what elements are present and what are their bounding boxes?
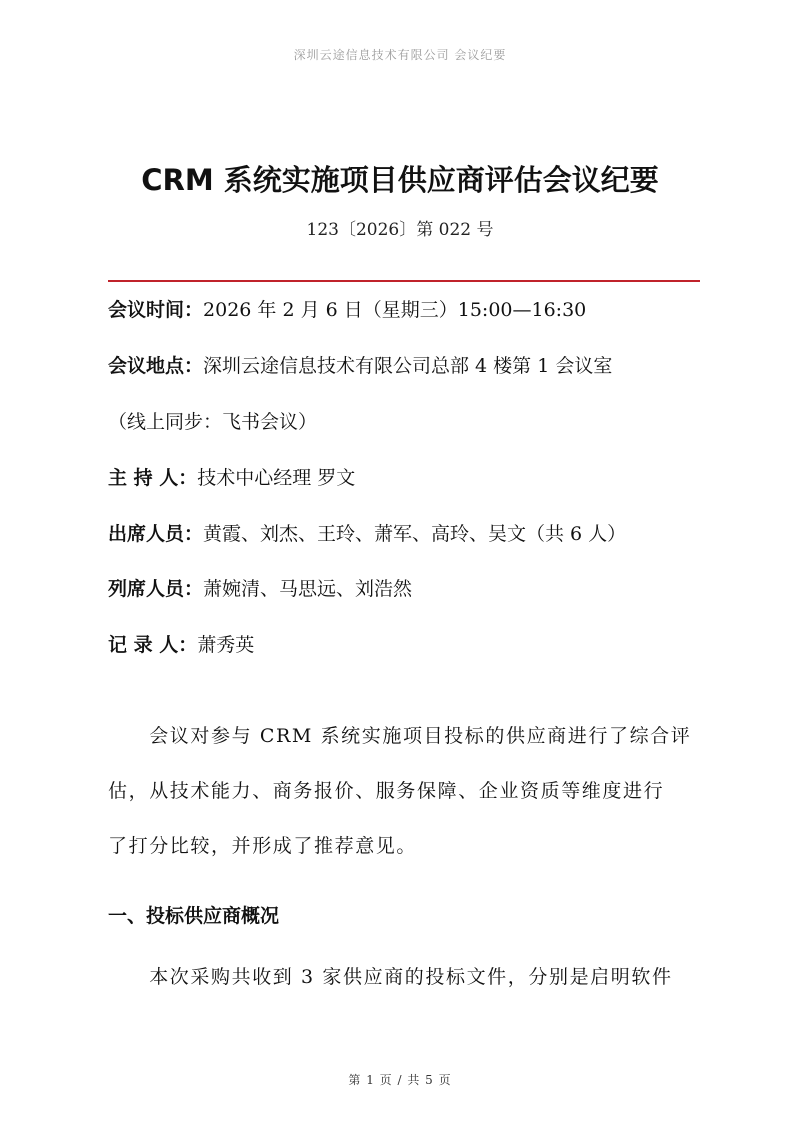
observers-value: 萧婉清、马思远、刘浩然 xyxy=(203,578,413,600)
intro-paragraph-line: 估，从技术能力、商务报价、服务保障、企业资质等维度进行 xyxy=(108,780,665,802)
recorder-value: 萧秀英 xyxy=(197,634,255,656)
attendees-row xyxy=(108,520,708,548)
attendees-value: 黄霞、刘杰、王玲、萧军、高玲、吴文（共 6 人） xyxy=(203,523,627,545)
host-value: 技术中心经理 罗文 xyxy=(197,467,356,489)
red-divider xyxy=(108,280,700,282)
section-heading: 一、投标供应商概况 xyxy=(108,905,280,927)
document-number: 123〔2026〕第 022 号 xyxy=(306,220,494,240)
meeting-time-label: 会议时间： xyxy=(108,299,204,321)
intro-paragraph-line: 了打分比较，并形成了推荐意见。 xyxy=(108,835,418,857)
section-paragraph-line: 本次采购共收到 3 家供应商的投标文件，分别是启明软件 xyxy=(108,966,673,988)
meeting-time-row xyxy=(108,296,708,324)
meeting-location-continuation: （线上同步：飞书会议） xyxy=(108,411,318,433)
host-row xyxy=(108,464,708,492)
observers-label: 列席人员： xyxy=(108,578,204,600)
recorder-row xyxy=(108,631,708,659)
document-title: CRM 系统实施项目供应商评估会议纪要 xyxy=(141,163,659,197)
host-label: 主 持 人： xyxy=(108,467,198,489)
meeting-location-row xyxy=(108,352,708,380)
meeting-time-value: 2026 年 2 月 6 日（星期三）15:00—16:30 xyxy=(203,299,587,321)
recorder-label: 记 录 人： xyxy=(108,634,198,656)
page-header: 深圳云途信息技术有限公司 会议纪要 xyxy=(293,48,507,62)
page-footer: 第 1 页 / 共 5 页 xyxy=(348,1073,452,1087)
meeting-location-label: 会议地点： xyxy=(108,355,204,377)
meeting-location-value: 深圳云途信息技术有限公司总部 4 楼第 1 会议室 xyxy=(203,355,613,377)
observers-row xyxy=(108,575,708,603)
attendees-label: 出席人员： xyxy=(108,523,204,545)
intro-paragraph-line: 会议对参与 CRM 系统实施项目投标的供应商进行了综合评 xyxy=(108,725,692,747)
